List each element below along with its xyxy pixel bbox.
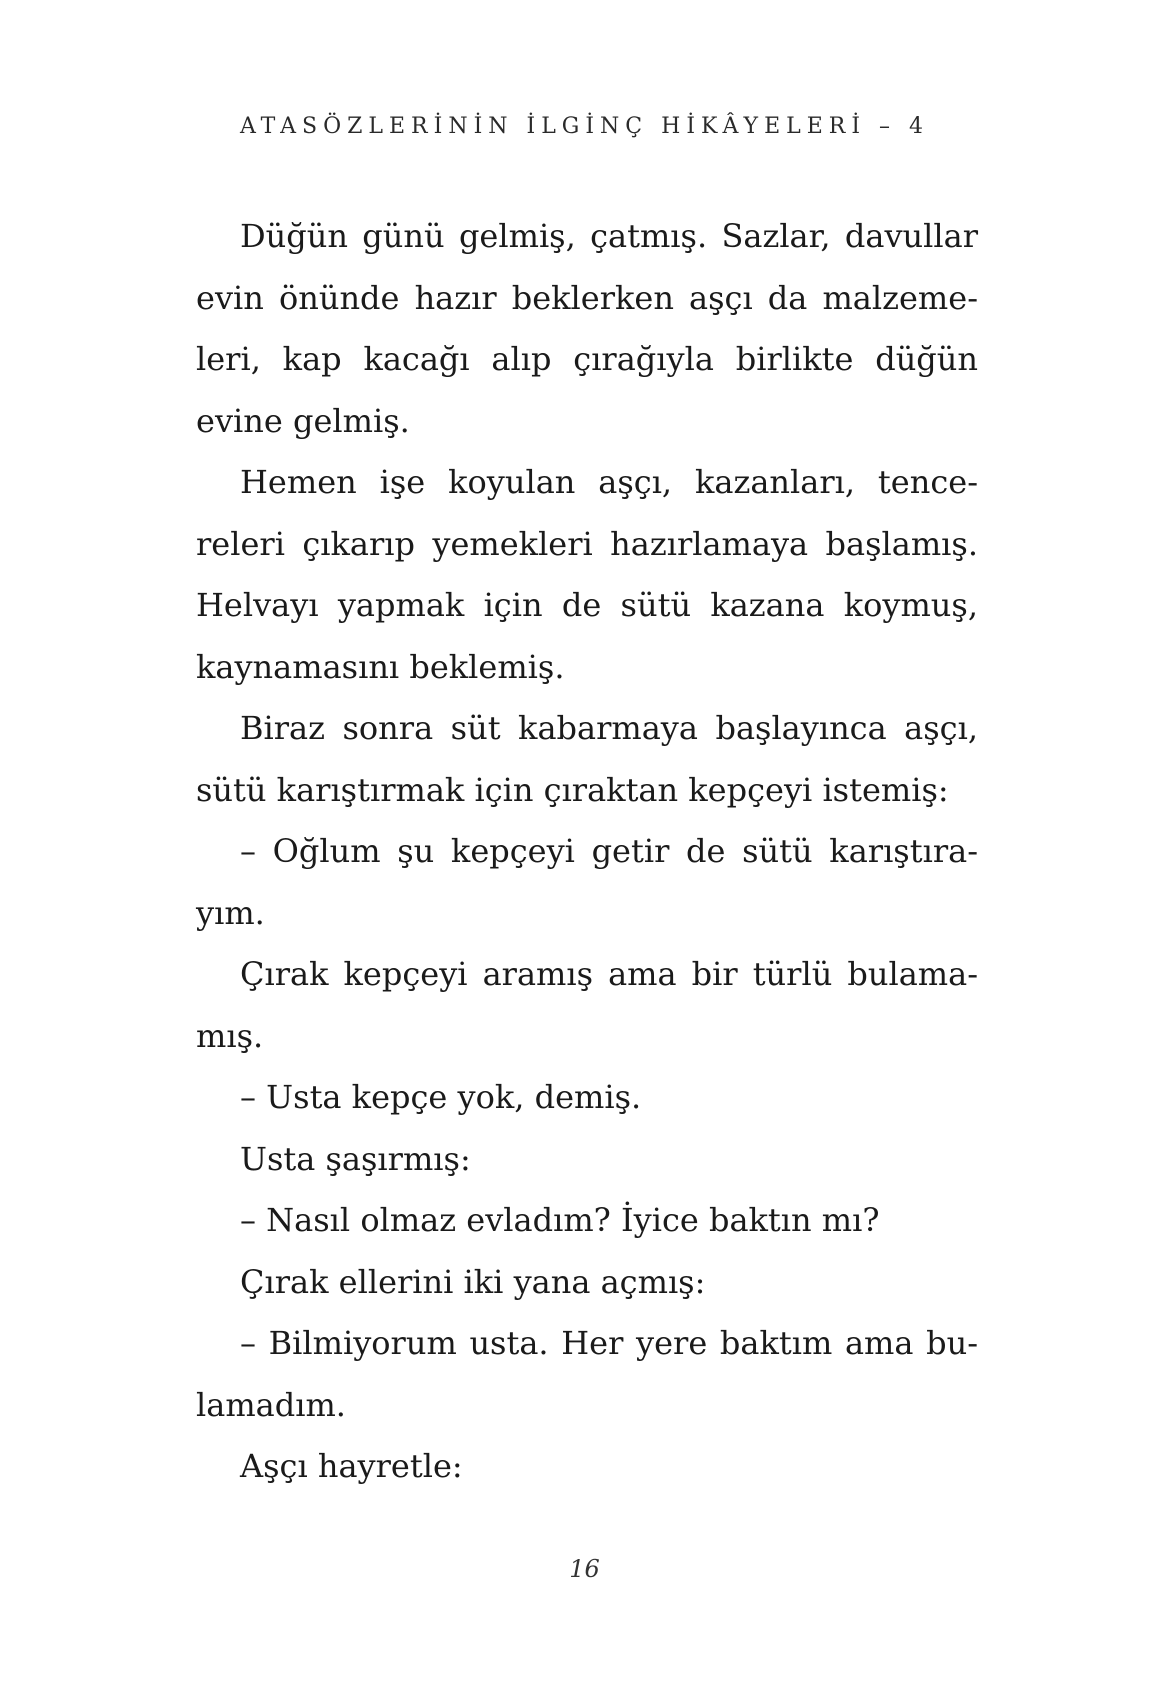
dialogue-line: – Usta kepçe yok, demiş. [240, 1078, 642, 1116]
paragraph: Usta şaşırmış: [240, 1139, 471, 1178]
page-number: 16 [569, 1555, 600, 1583]
paragraph: Düğün günü gelmiş, çatmış. Sazlar, davullar evin önünde hazır beklerken aşçı da malzeme-leri, kap kacağı alıp çırağıyla birlikte düğün evine gelmiş. [196, 217, 978, 440]
paragraph: Aşçı hayretle: [240, 1447, 463, 1485]
paragraph: Çırak ellerini iki yana açmış: [240, 1262, 706, 1301]
dialogue-line: – Oğlum şu kepçeyi getir de sütü karıştıra-yım. [196, 832, 978, 932]
paragraph: Biraz sonra süt kabarmaya başlayınca aşçı, sütü karıştırmak için çıraktan kepçeyi istemiş: [196, 709, 978, 809]
body-text [196, 206, 978, 1498]
dialogue-line: – Nasıl olmaz evladım? İyice baktın mı? [240, 1201, 880, 1239]
dialogue-line: – Bilmiyorum usta. Her yere baktım ama bu-lamadım. [196, 1324, 978, 1424]
paragraph: Çırak kepçeyi aramış ama bir türlü bulama-mış. [196, 955, 978, 1055]
running-head: ATASÖZLERİNİN İLGİNÇ HİKÂYELERİ – 4 [239, 114, 930, 139]
paragraph: Hemen işe koyulan aşçı, kazanları, tence-releri çıkarıp yemekleri hazırlamaya başlamış. Helvayı yapmak için de sütü kazana koymuş, kaynamasını beklemiş. [196, 463, 978, 686]
